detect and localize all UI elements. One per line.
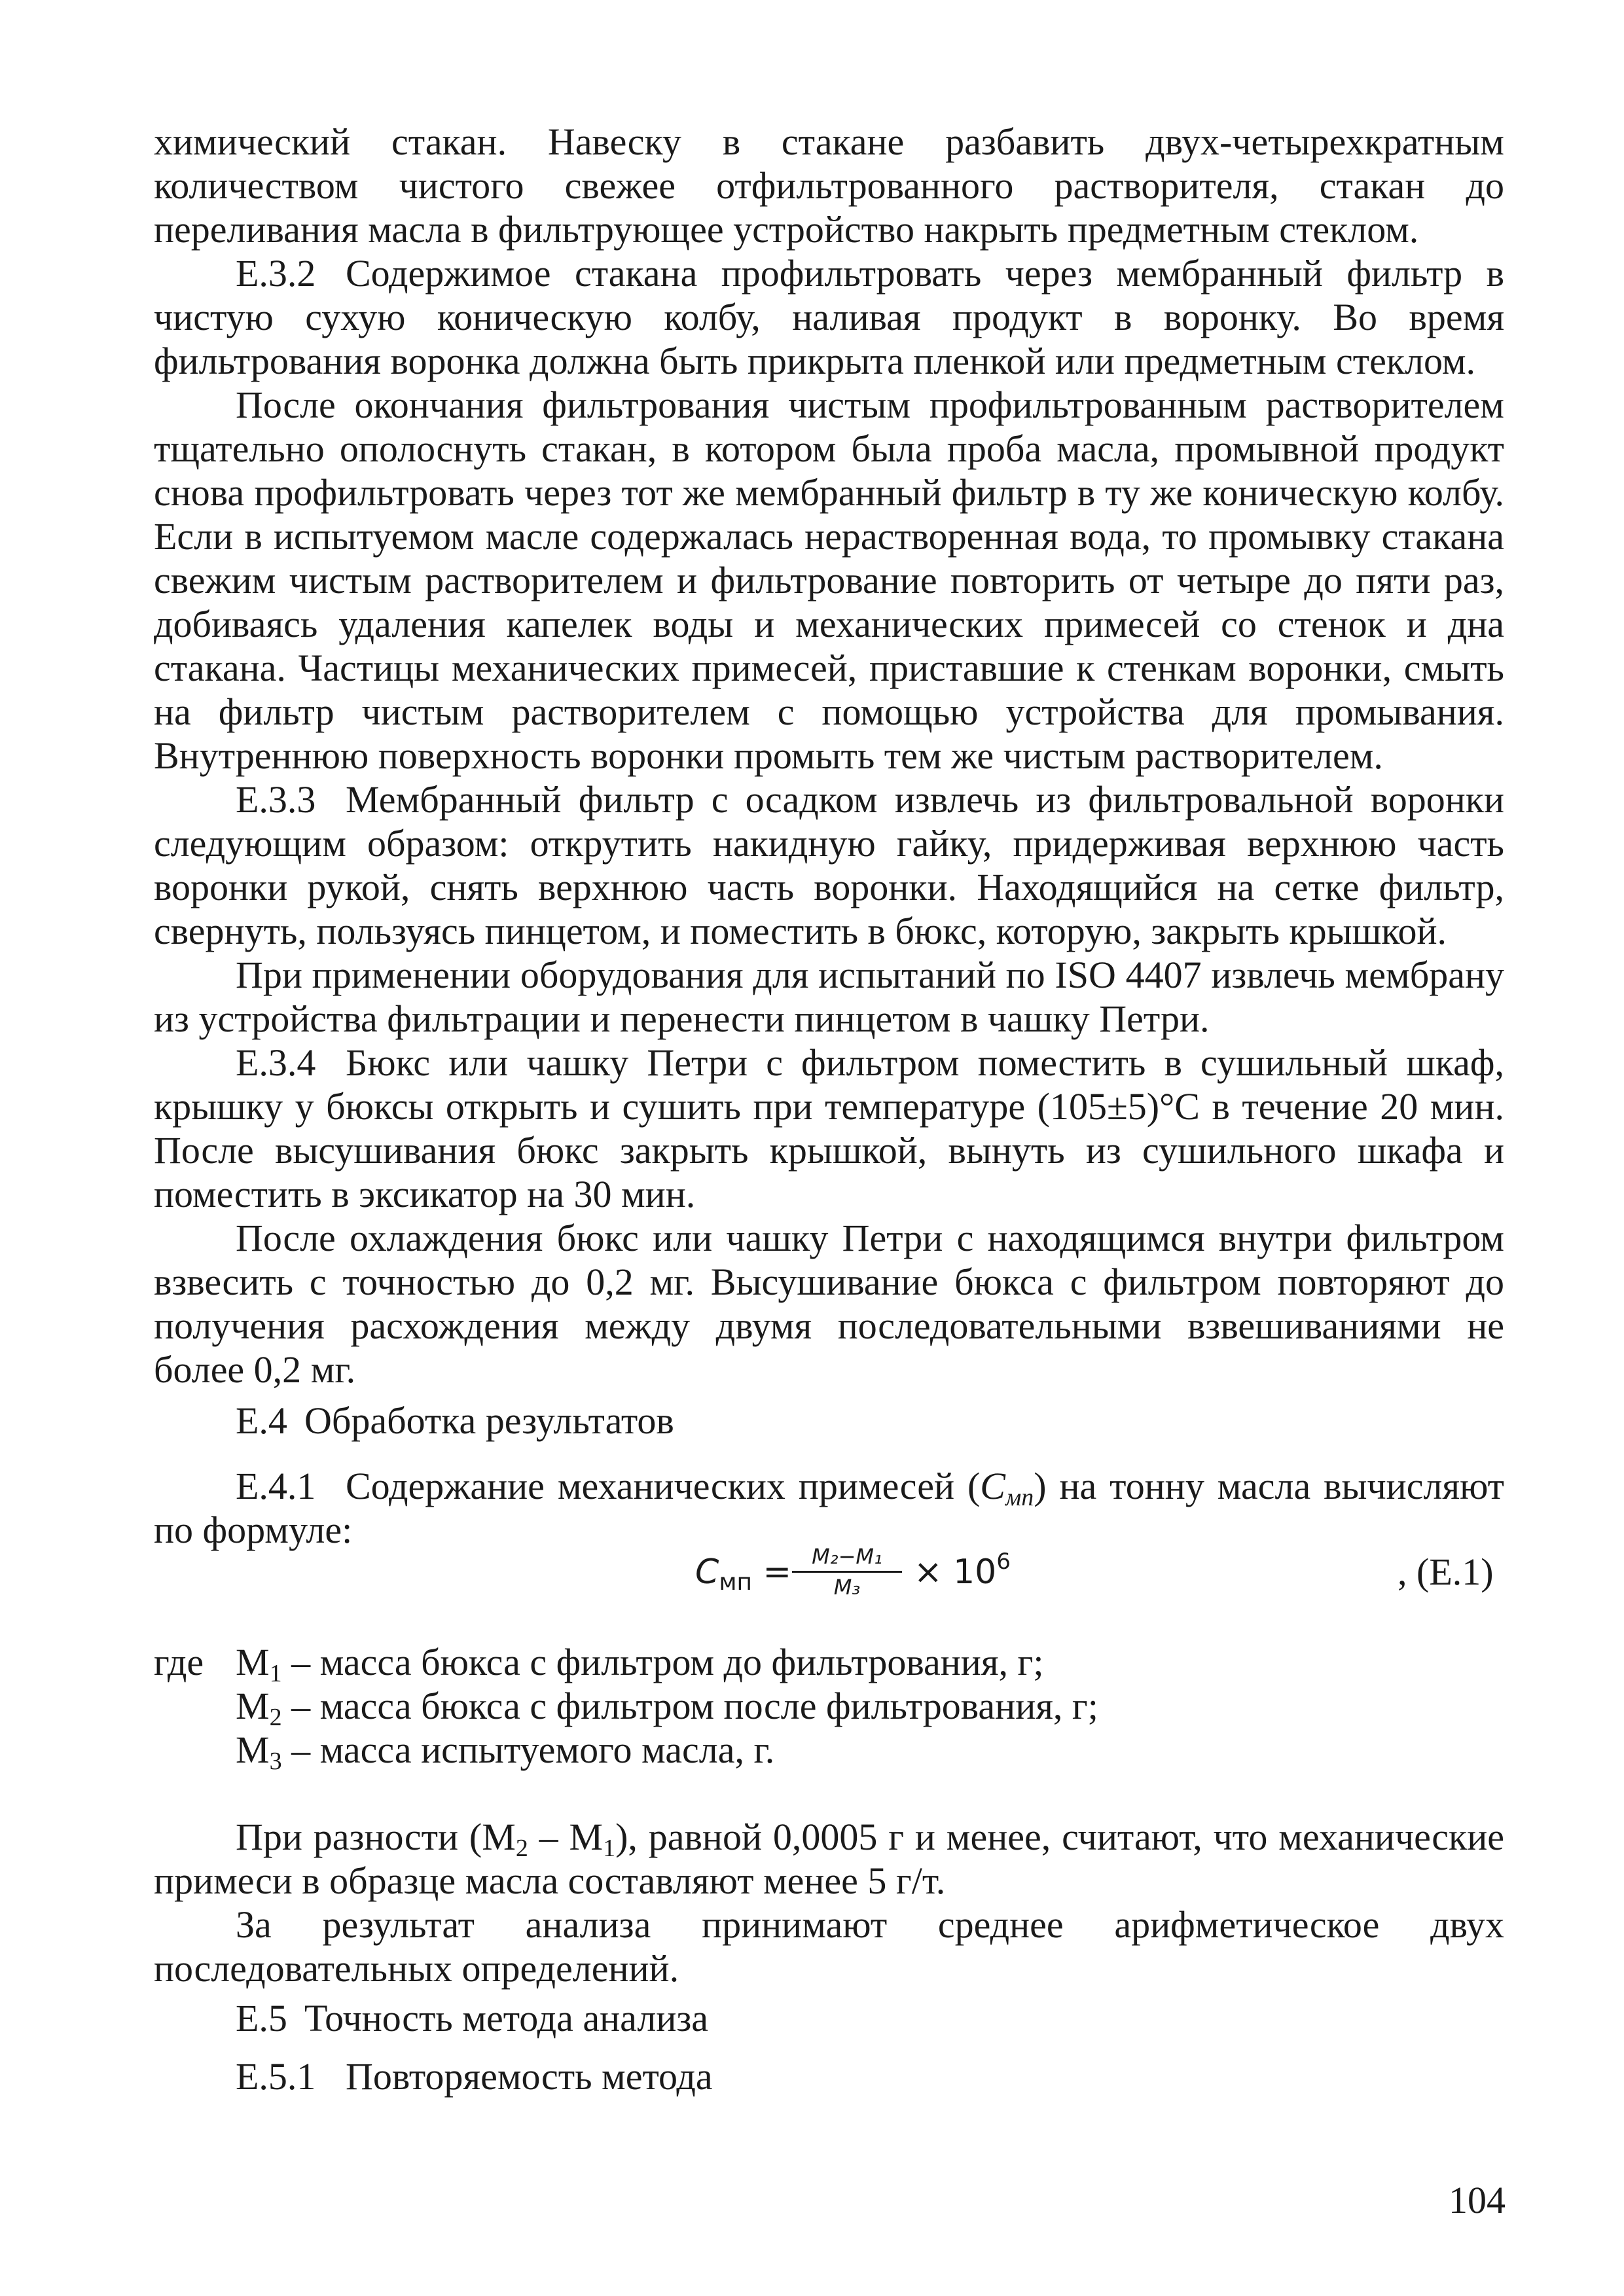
formula-e-1 [0, 1544, 1624, 1631]
formula-lhs [695, 1552, 792, 1596]
section-title: Повторяемость метода [346, 2055, 713, 2098]
clause-number: Е.3.4 [236, 1041, 316, 1084]
definition-text: – масса бюкса с фильтром после фильтрования, г; [281, 1685, 1098, 1727]
formula-fraction [792, 1543, 902, 1600]
where-label: где [154, 1641, 204, 1683]
page-number: 104 [1449, 2179, 1506, 2221]
heading-e-4 [154, 1399, 1504, 1443]
definition-symbol: М [236, 1641, 270, 1683]
formula-subscript: мп [719, 1569, 753, 1596]
equation-number: , (Е.1) [1398, 1551, 1494, 1593]
definition-subscript: 2 [269, 1704, 282, 1731]
formula-denominator: M₃ [833, 1575, 861, 1600]
formula-symbol: C [695, 1552, 719, 1592]
paragraph-text: При разности (М [236, 1816, 516, 1858]
section-title: Обработка результатов [304, 1399, 674, 1442]
clause-number: Е.3.2 [236, 252, 316, 295]
paragraph-e-3-4 [154, 1041, 1504, 1216]
definition-m2 [236, 1684, 1098, 1731]
paragraph-text: ), равной 0,0005 г и менее, считают, что механические примеси в образце масла составляют менее 5 г/т. [154, 1816, 1505, 1902]
symbol-c: С [980, 1465, 1005, 1507]
paragraph-difference [154, 1815, 1504, 1903]
paragraph-text: – М [528, 1816, 604, 1858]
definition-text: – масса испытуемого масла, г. [281, 1729, 775, 1771]
paragraph-after-cooling [154, 1216, 1504, 1391]
paragraph-text: Содержание механических примесей ( [346, 1465, 981, 1507]
paragraph-text: При применении оборудования для испытаний по ISO 4407 извлечь мембрану из устройства фильтрации и перенести пинцетом в чашку Петри. [154, 954, 1504, 1040]
formula-exponent: 6 [996, 1549, 1011, 1575]
paragraph-text: химический стакан. Навеску в стакане разбавить двух-четырехкратным количеством чистого свежее отфильтрованного растворителя, стакан до переливания масла в фильтрующее устройство накрыть предметным стеклом. [154, 120, 1504, 251]
paragraph-text: Бюкс или чашку Петри с фильтром поместить в сушильный шкаф, крышку у бюксы открыть и сушить при температуре (105±5)°С в течение 20 мин. После высушивания бюкс закрыть крышкой, вынуть из сушильного шкафа и поместить в эксикатор на 30 мин. [154, 1041, 1504, 1215]
clause-number: Е.3.3 [236, 778, 316, 821]
definition-m1 [236, 1640, 1098, 1687]
definition-subscript: 3 [269, 1748, 282, 1775]
paragraph-e-4-1 [154, 1464, 1504, 1552]
paragraph-e-3-2 [154, 251, 1504, 383]
definition-list [236, 1640, 1098, 1775]
paragraph-after-filtering [154, 383, 1504, 778]
symbol-subscript: мп [1005, 1484, 1034, 1511]
paragraph-text: ) на тонну масла вычисляют по формуле: [154, 1465, 1505, 1551]
formula-times: × 10 [914, 1552, 997, 1592]
paragraph-text: Содержимое стакана профильтровать через мембранный фильтр в чистую сухую коническую колбу, наливая продукт в воронку. Во время фильтрования воронка должна быть прикрыта пленкой или предметным стеклом. [154, 252, 1504, 382]
section-number: Е.4 [236, 1399, 287, 1442]
paragraph-text: За результат анализа принимают среднее арифметическое двух последовательных определений. [154, 1903, 1504, 1990]
paragraph-text: После окончания фильтрования чистым профильтрованным растворителем тщательно ополоснуть стакан, в котором была проба масла, промывной продукт снова профильтровать через тот же мембранный фильтр в ту же коническую колбу. Если в испытуемом масле содержалась нерастворенная вода, то промывку стакана свежим чистым растворителем и фильтрование повторить от четыре до пяти раз, добиваясь удаления капелек воды и механических примесей со стенок и дна стакана. Частицы механических примесей, приставшие к стенкам воронки, смыть на фильтр чистым растворителем с помощью устройства для промывания. Внутреннюю поверхность воронки промыть тем же чистым растворителем. [154, 384, 1504, 777]
formula-multiplier [914, 1549, 1011, 1592]
definition-text: – масса бюкса с фильтром до фильтрования, г; [281, 1641, 1044, 1683]
paragraph-text: Мембранный фильтр с осадком извлечь из фильтровальной воронки следующим образом: открутить накидную гайку, придерживая верхнюю часть воронки рукой, снять верхнюю часть воронки. Находящийся на сетке фильтр, свернуть, пользуясь пинцетом, и поместить в бюкс, которую, закрыть крышкой. [154, 778, 1504, 952]
paragraph-text: После охлаждения бюкс или чашку Петри с находящимся внутри фильтром взвесить с точностью до 0,2 мг. Высушивание бюкса с фильтром повторяют до получения расхождения между двумя последовательными взвешиваниями не более 0,2 мг. [154, 1217, 1504, 1391]
heading-e-5-1 [154, 2054, 1504, 2098]
paragraph-e-3-3 [154, 778, 1504, 953]
section-title: Точность метода анализа [304, 1997, 709, 2039]
section-number: Е.5 [236, 1997, 287, 2039]
definition-m3 [236, 1728, 1098, 1775]
definition-subscript: 1 [269, 1660, 282, 1687]
subscript: 1 [603, 1835, 616, 1862]
clause-number: Е.4.1 [236, 1465, 316, 1507]
paragraph-iso-4407 [154, 953, 1504, 1041]
subscript: 2 [515, 1835, 528, 1862]
formula-equals: = [752, 1552, 792, 1592]
formula-numerator: M₂−M₁ [792, 1543, 902, 1573]
definition-symbol: М [236, 1685, 270, 1727]
definition-symbol: М [236, 1729, 270, 1771]
section-number: Е.5.1 [236, 2055, 316, 2098]
heading-e-5 [154, 1996, 1504, 2040]
paragraph-result [154, 1903, 1504, 1990]
paragraph-continuation [154, 120, 1504, 251]
